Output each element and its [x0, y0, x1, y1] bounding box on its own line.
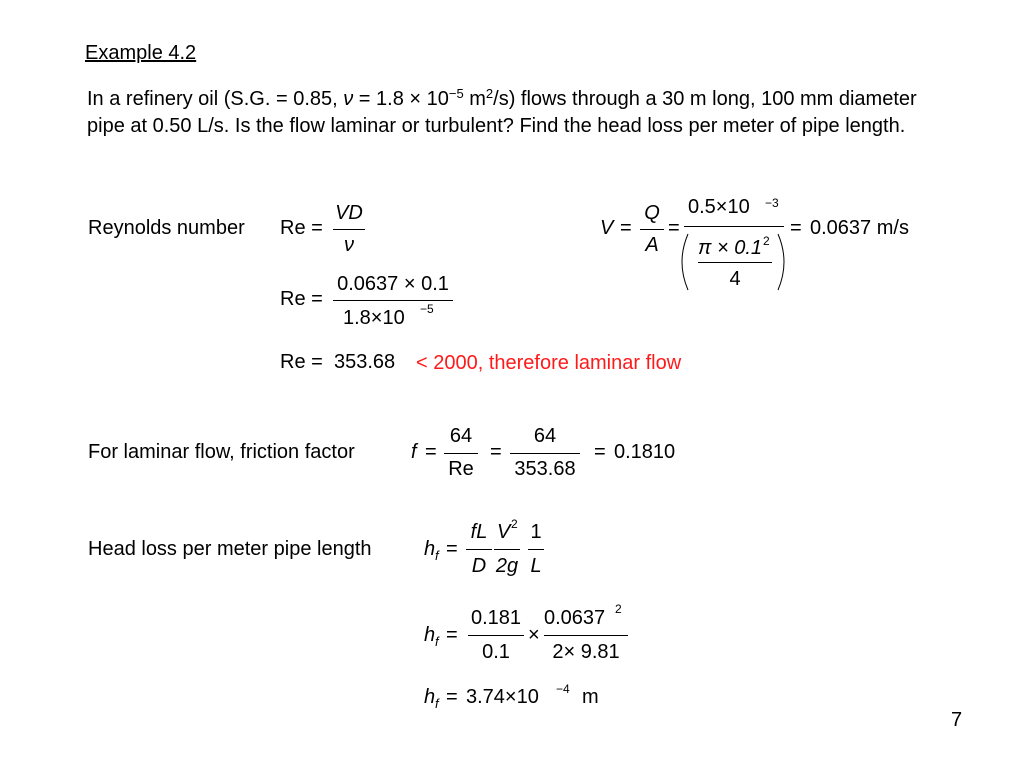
- headloss-bar-n2: [544, 635, 628, 636]
- re-result: 353.68: [334, 351, 396, 373]
- velocity-q: Q: [644, 202, 660, 224]
- friction-d2: 353.68: [514, 458, 576, 480]
- headloss-fl: fL: [470, 521, 488, 543]
- re-text: Re: [280, 217, 306, 239]
- hf-symbol-1: h: [424, 538, 436, 560]
- friction-label: For laminar flow, friction factor: [88, 441, 355, 463]
- problem-text-b: = 1.8 × 10: [353, 88, 449, 110]
- velocity-main-bar: [684, 226, 784, 227]
- velocity-num-exp: −3: [765, 196, 779, 210]
- velocity-result: 0.0637 m/s: [810, 217, 909, 239]
- problem-text-a: In a refinery oil (S.G. = 0.85,: [87, 88, 344, 110]
- velocity-den-exp: 2: [763, 234, 770, 248]
- laminar-conclusion: < 2000, therefore laminar flow: [416, 352, 682, 374]
- headloss-n2: 0.0637: [544, 607, 606, 629]
- re-text: Re: [280, 288, 306, 310]
- friction-n2: 64: [533, 425, 557, 447]
- headloss-bar-n1: [468, 635, 524, 636]
- friction-eq-sign-1: =: [425, 441, 437, 463]
- hf-subscript-3: f: [435, 696, 439, 711]
- headloss-n2-exp: 2: [615, 602, 622, 616]
- problem-exponent: −5: [448, 86, 464, 101]
- headloss-2g: [492, 555, 522, 578]
- headloss-result-exp: −4: [556, 682, 570, 696]
- headloss-l: L: [530, 555, 542, 577]
- headloss-eq-sign-1: =: [446, 538, 458, 560]
- friction-result: 0.1810: [614, 441, 676, 463]
- velocity-a: A: [645, 234, 659, 256]
- headloss-bar-l: [528, 549, 544, 550]
- headloss-result-base: 3.74×10: [466, 686, 539, 708]
- headloss-d1: 0.1: [482, 641, 510, 663]
- friction-d1: Re: [448, 458, 474, 480]
- headloss-d: D: [471, 555, 487, 577]
- friction-bar-2: [510, 453, 580, 454]
- re-text: Re: [280, 351, 306, 373]
- friction-n1: 64: [449, 425, 473, 447]
- headloss-v: V: [497, 521, 511, 543]
- re-eq1-numerator: VD: [335, 202, 363, 224]
- problem-text-c: m: [463, 88, 486, 110]
- velocity-den-four: 4: [729, 268, 741, 290]
- example-title: Example 4.2: [85, 42, 197, 64]
- headloss-bar-fl: [466, 549, 492, 550]
- re-symbol-1: Re =: [280, 217, 323, 239]
- velocity-den-pi: [698, 237, 762, 260]
- headloss-eq-sign-3: =: [446, 686, 458, 708]
- reynolds-label: Reynolds number: [88, 217, 245, 239]
- friction-f: f: [411, 441, 417, 463]
- friction-eq-sign-2: =: [490, 441, 502, 463]
- headloss-n1: 0.181: [470, 607, 522, 629]
- headloss-result-unit: m: [582, 686, 599, 708]
- re-eq2-bar: [333, 300, 453, 301]
- velocity-v: V: [600, 217, 614, 239]
- re-eq1-bar: [333, 229, 365, 230]
- re-eq2-den-base: 1.8×10: [343, 307, 405, 329]
- headloss-2g-text: 2g: [495, 555, 519, 577]
- headloss-times: ×: [528, 624, 540, 646]
- velocity-num-base: 0.5×10: [688, 196, 750, 218]
- headloss-v-exp: 2: [511, 517, 518, 531]
- velocity-qa-bar: [640, 229, 664, 230]
- re-symbol-3: Re =: [280, 351, 323, 373]
- re-eq1-denominator: ν: [344, 234, 354, 256]
- velocity-den-pi-text: π × 0.1: [698, 237, 762, 259]
- friction-eq-sign-3: =: [594, 441, 606, 463]
- problem-text-d: /s) flows through a 30 m long, 100 mm diameter pipe at 0.50 L/s. Is the flow laminar or turbulent? Find the head loss per meter of pipe length.: [87, 88, 917, 137]
- re-symbol-2: Re =: [280, 288, 323, 310]
- velocity-inner-bar: [698, 262, 772, 263]
- hf-symbol-2: h: [424, 624, 436, 646]
- headloss-d2: 2× 9.81: [552, 641, 620, 663]
- re-eq2-den-exp: −5: [420, 302, 434, 316]
- velocity-eq-sign-1: =: [620, 217, 632, 239]
- re-eq2-numerator: 0.0637 × 0.1: [337, 273, 449, 295]
- headloss-one: 1: [530, 521, 542, 543]
- problem-statement: [87, 86, 927, 140]
- velocity-eq-sign-3: =: [790, 217, 802, 239]
- page-number: 7: [951, 709, 963, 731]
- headloss-eq-sign-2: =: [446, 624, 458, 646]
- velocity-eq-sign-2: =: [668, 217, 680, 239]
- hf-subscript-2: f: [435, 634, 439, 649]
- problem-exponent-2: 2: [485, 86, 494, 101]
- nu-symbol: ν: [343, 88, 354, 110]
- friction-bar-1: [444, 453, 478, 454]
- hf-symbol-3: h: [424, 686, 436, 708]
- hf-subscript-1: f: [435, 548, 439, 563]
- headloss-label: Head loss per meter pipe length: [88, 538, 372, 560]
- re-eq2-denominator: [343, 307, 405, 330]
- headloss-bar-v: [494, 549, 520, 550]
